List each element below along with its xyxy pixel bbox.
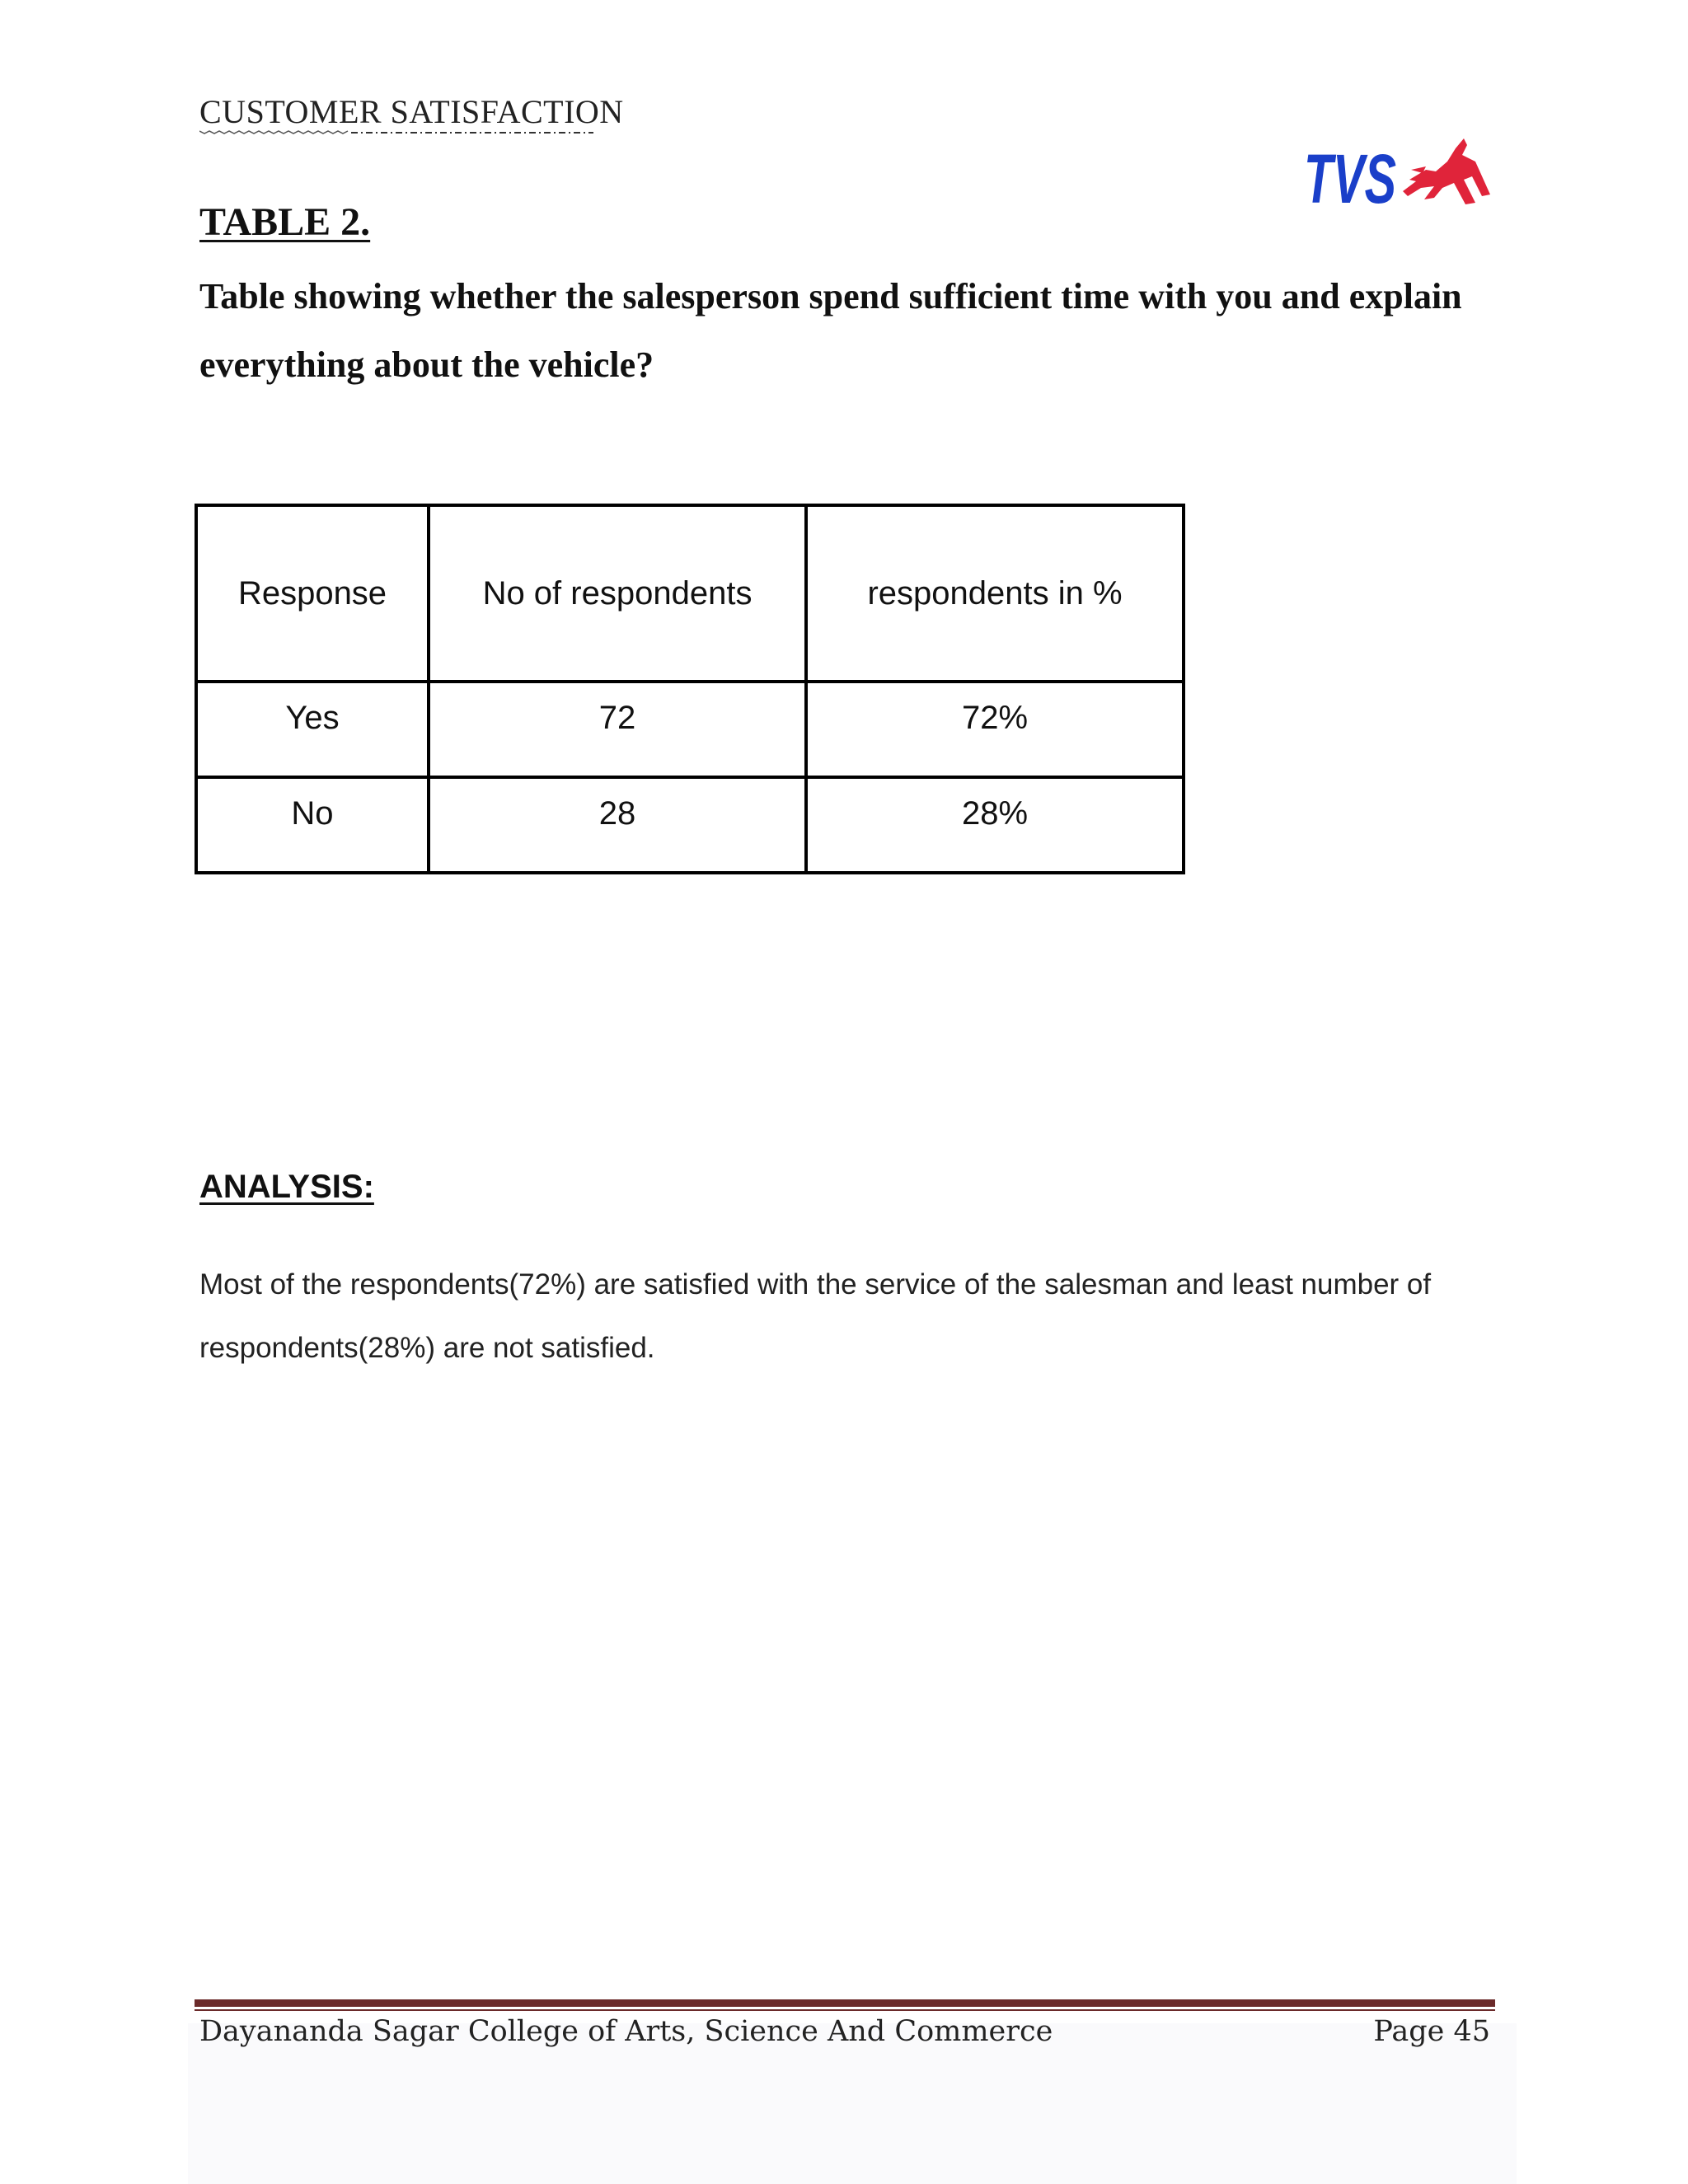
respondents-table: [195, 504, 1185, 874]
table-label: TABLE 2.: [199, 200, 371, 244]
footer-rule: [195, 1999, 1495, 2013]
cell-response: Yes: [196, 682, 429, 777]
header-underline: [199, 129, 593, 134]
cell-percent: 28%: [806, 777, 1184, 873]
cell-count: 72: [429, 682, 806, 777]
cell-response: No: [196, 777, 429, 873]
table-row: [196, 682, 1184, 777]
table-caption: Table showing whether the salesperson spend sufficient time with you and explain everything about the vehicle?: [199, 276, 1462, 385]
header-cell-count: No of respondents: [429, 505, 806, 682]
header-cell-percent: respondents in %: [806, 505, 1184, 682]
analysis-heading: ANALYSIS:: [199, 1169, 374, 1205]
svg-text:TVS: TVS: [1304, 140, 1396, 213]
table-header-row: [196, 505, 1184, 682]
horse-icon: [1403, 138, 1490, 204]
table-row: [196, 777, 1184, 873]
running-header: CUSTOMER SATISFACTION: [199, 93, 624, 130]
page-number: Page 45: [1373, 2015, 1490, 2048]
cell-count: 28: [429, 777, 806, 873]
header-cell-response: Response: [196, 505, 429, 682]
tvs-logo: [1302, 130, 1492, 213]
footer-institution: Dayananda Sagar College of Arts, Science And Commerce: [199, 2015, 1053, 2048]
cell-percent: 72%: [806, 682, 1184, 777]
analysis-paragraph: Most of the respondents(72%) are satisfied with the service of the salesman and least number of respondents(28%) are not satisfied.: [199, 1268, 1432, 1364]
